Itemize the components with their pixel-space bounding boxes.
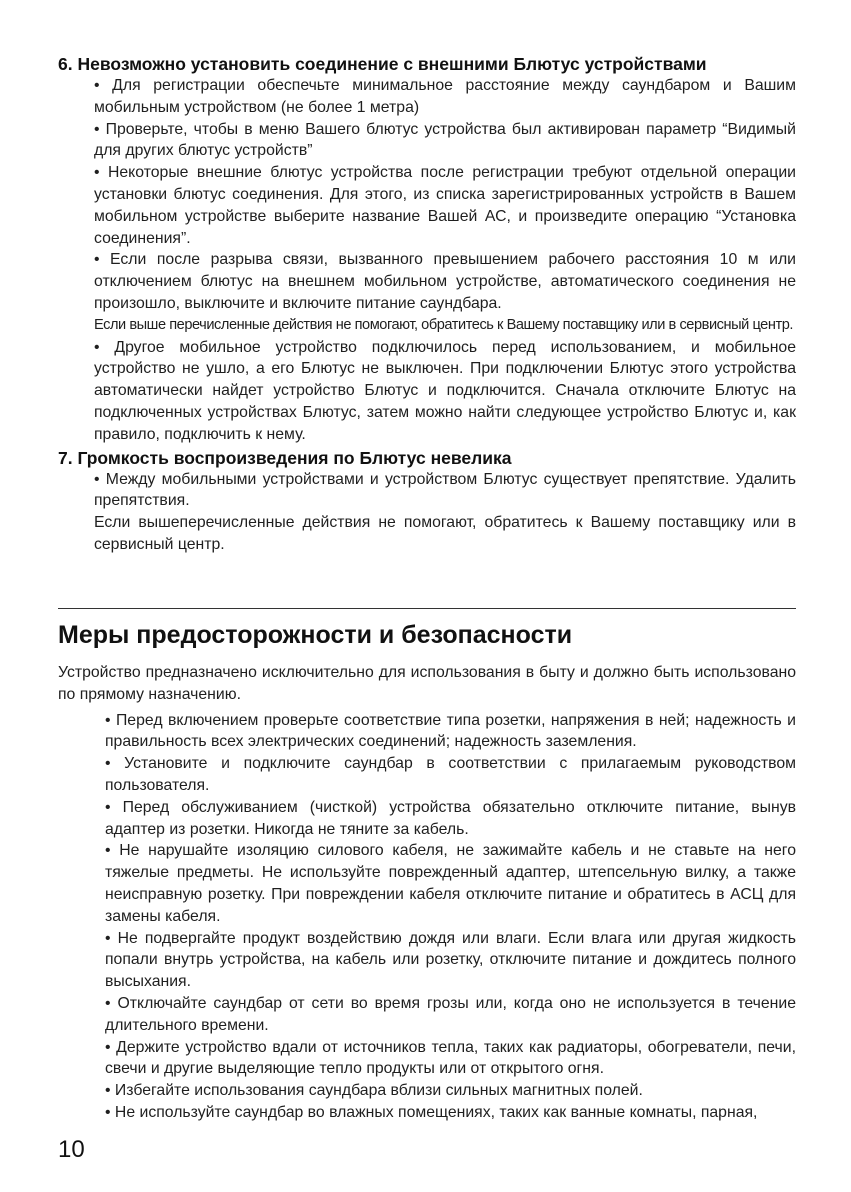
safety-item-4: • Не нарушайте изоляцию силового кабеля, не зажимайте кабель и не ставьте на него тяжелые предметы. Не используйте поврежденный адаптер, штепсельную вилку, а также неисправную розетку. При повреждении кабеля отключите питание и обратитесь в АСЦ для замены кабеля. (105, 842, 796, 925)
section-6-item-1: • Для регистрации обеспечьте минимальное расстояние между саундбаром и Вашим мобильным устройством (не более 1 метра) (94, 77, 796, 116)
safety-item-5: • Не подвергайте продукт воздействию дождя или влаги. Если влага или другая жидкость попали внутрь устройства, на кабель или розетку, отключите питание и дождитесь полного высыхания. (105, 929, 796, 991)
safety-item-2: • Установите и подключите саундбар в соответствии с прилагаемым руководством пользователя. (105, 755, 796, 794)
section-7-heading: 7. Громкость воспроизведения по Блютус невелика (58, 447, 512, 468)
section-7-item-2: Если вышеперечисленные действия не помогают, обратитесь к Вашему поставщику или в сервисный центр. (94, 514, 796, 553)
section-6-item-2: • Проверьте, чтобы в меню Вашего блютус устройства был активирован параметр “Видимый для других блютус устройств” (94, 120, 796, 160)
section-divider (58, 608, 796, 609)
section-7-item-1: • Между мобильными устройствами и устройством Блютус существует препятствие. Удалить препятствия. (94, 470, 796, 510)
safety-item-1: • Перед включением проверьте соответствие типа розетки, напряжения в ней; надежность и правильность всех электрических соединений; надежность заземления. (105, 711, 796, 751)
section-6-item-4: • Если после разрыва связи, вызванного превышением рабочего расстояния 10 м или отключением блютус на внешнем мобильном устройстве, автоматического соединения не произошло, выключите и включите питание саундбара. (94, 251, 796, 312)
section-6-heading: 6. Невозможно установить соединение с внешними Блютус устройствами (58, 54, 707, 74)
safety-section (58, 620, 796, 1124)
section-6-item-3: • Некоторые внешние блютус устройства после регистрации требуют отдельной операции установки блютус соединения. Для этого, из списка зарегистрированных устройств в Вашем мобильном устройстве выберите название Вашей АС, и произведите операцию “Установка соединения”. (94, 164, 796, 247)
safety-item-9: • Не используйте саундбар во влажных помещениях, таких как ванные комнаты, парная, (105, 1103, 758, 1121)
safety-title: Меры предосторожности и безопасности (58, 621, 573, 649)
safety-item-6: • Отключайте саундбар от сети во время грозы или, когда оно не используется в течение длительного времени. (105, 994, 796, 1034)
section-6-item-5: Если выше перечисленные действия не помогают, обратитесь к Вашему поставщику или в сервисный центр. (94, 316, 793, 333)
page-number: 10 (58, 1136, 85, 1163)
safety-item-3: • Перед обслуживанием (чисткой) устройства обязательно отключите питание, вынув адаптер из розетки. Никогда не тяните за кабель. (105, 798, 796, 838)
safety-list (105, 710, 796, 1124)
safety-intro: Устройство предназначено исключительно для использования в быту и должно быть использовано по прямому назначению. (58, 664, 796, 703)
safety-item-8: • Избегайте использования саундбара вблизи сильных магнитных полей. (105, 1082, 643, 1100)
troubleshooting-section (58, 54, 796, 556)
section-6-item-6: • Другое мобильное устройство подключилось перед использованием, и мобильное устройство не ушло, а его Блютус не выключен. При подключении Блютус этого устройства автоматически найдет устройство Блютус и подключится. Сначала отключите Блютус на подключенных устройствах Блютус, затем можно найти следующее устройство Блютус и, как правило, подключить к нему. (94, 338, 796, 443)
safety-item-7: • Держите устройство вдали от источников тепла, таких как радиаторы, обогреватели, печи, свечи и другие выделяющие тепло продукты или от открытого огня. (105, 1038, 796, 1078)
